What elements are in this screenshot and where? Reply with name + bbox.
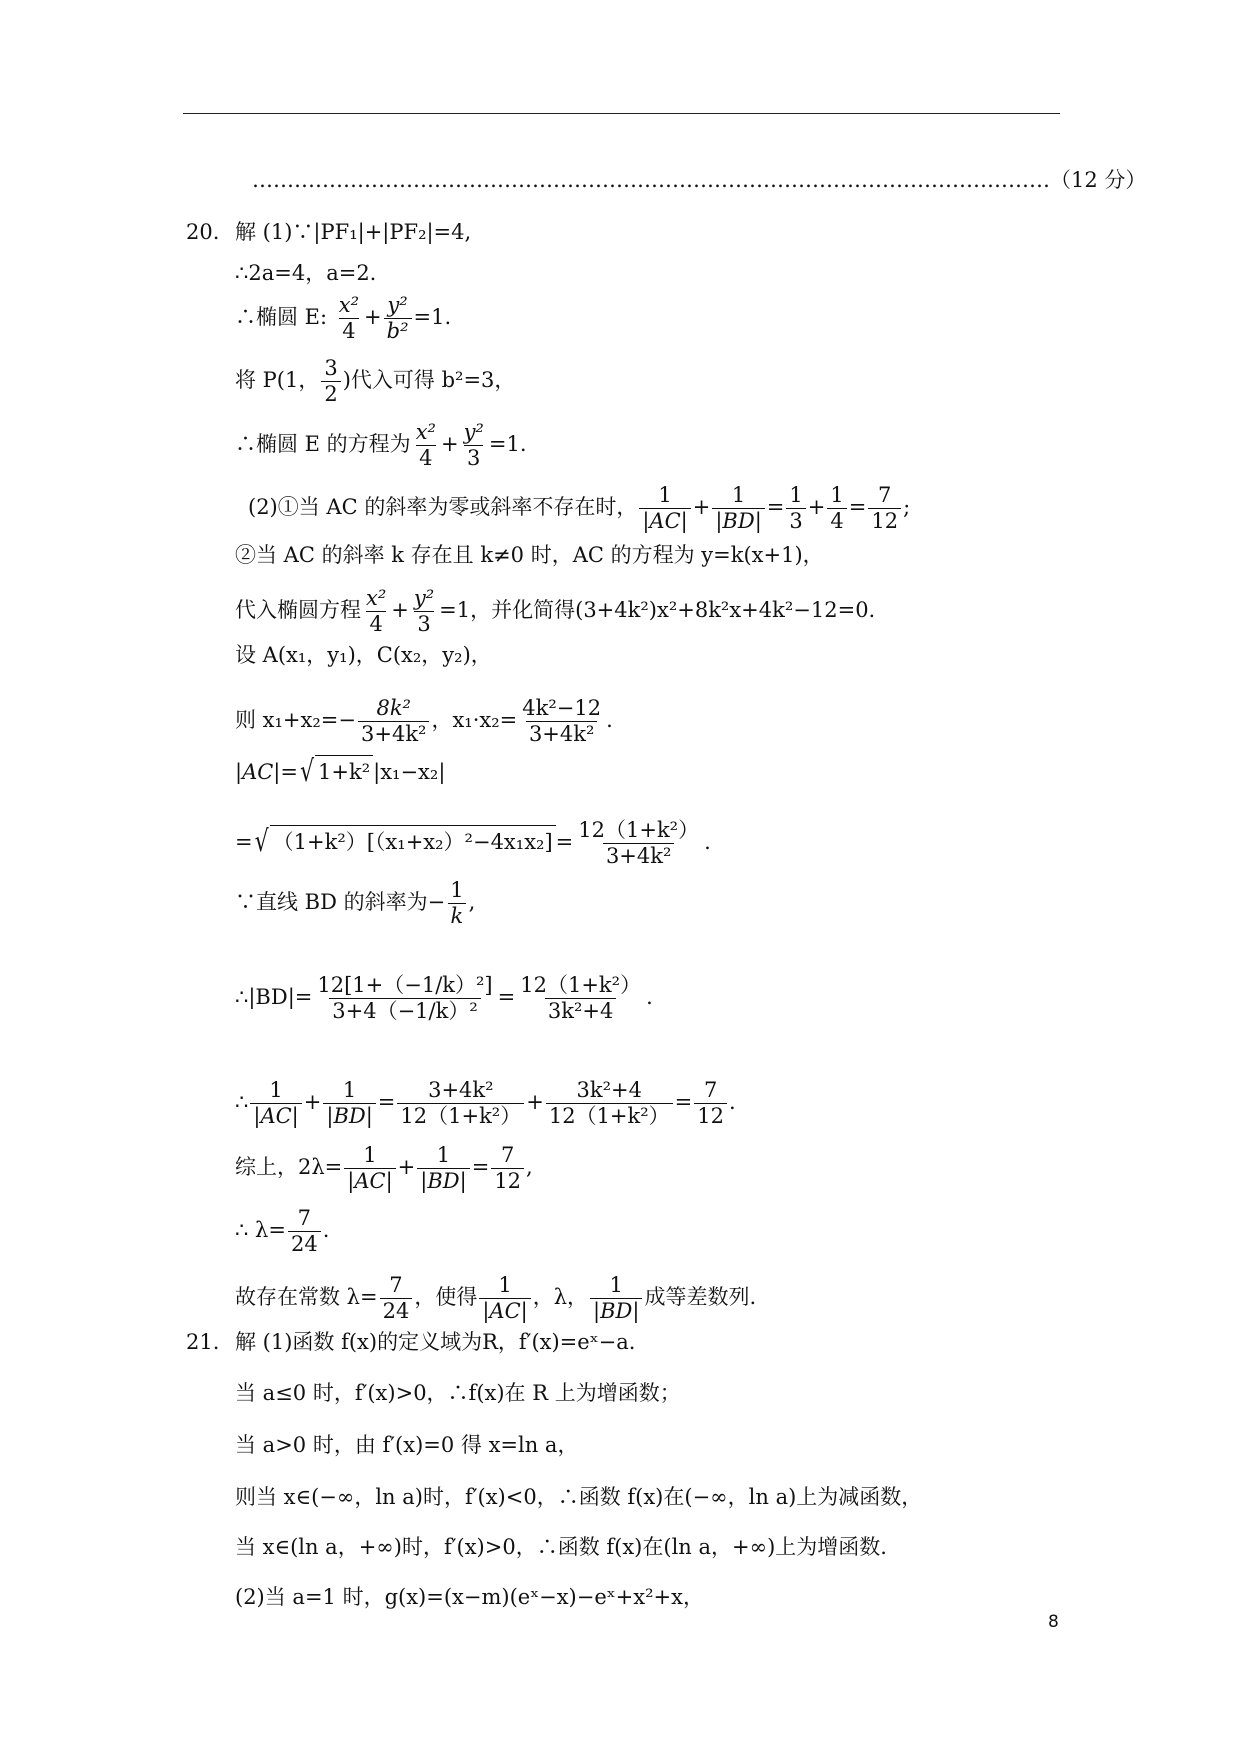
frac-1-bd: $\frac{1}{|BD|}$ xyxy=(712,485,764,532)
frac-1-bd-b: $\frac{1}{|BD|}$ xyxy=(323,1080,375,1127)
sqrt-icon: √ xyxy=(254,825,269,860)
frac-x2-4: $\frac{\text{x²}}{4}$ xyxy=(338,293,360,343)
frac-prod-roots: $\frac{\text{4k²−12}}{\text{3+4k²}}$ xyxy=(522,696,602,746)
q20-line-17: ∴ λ= $\frac{7}{24}$ . xyxy=(235,1206,330,1256)
q21-line-5: 当 x∈(ln a，+∞)时，f′(x)>0，∴函数 f(x)在(ln a，+∞)上为增函数. xyxy=(235,1535,887,1559)
q20-line-16: 综上，2λ= $\frac{1}{|AC|}$ + $\frac{1}{|BD|}$ = $\frac{7}{12}$ , xyxy=(235,1143,533,1193)
q20-line-10: 则 x₁+x₂=− $\frac{\text{8k²}}{\text{3+4k²}}$ ，x₁·x₂= $\frac{\text{4k²−12}}{\text{3+4k²}}$ . xyxy=(235,696,613,746)
q20-line-4: 将 P(1， $\frac{3}{2}$ )代入可得 b²=3， xyxy=(235,356,516,406)
frac-1-4: $\frac{1}{4}$ xyxy=(827,485,846,532)
frac-x2-4b: $\frac{\text{x²}}{4}$ xyxy=(415,420,436,470)
frac-1-bd-c: $\frac{1}{|BD|}$ xyxy=(417,1145,469,1192)
frac-y2-b2: $\frac{\text{y²}}{\text{b²}}$ xyxy=(384,295,412,342)
frac-3-2: $\frac{3}{2}$ xyxy=(321,358,340,405)
q20-line-9: 设 A(x₁，y₁)，C(x₂，y₂)， xyxy=(235,643,492,667)
q20-line-8: 代入椭圆方程 $\frac{\text{x²}}{4}$ + $\frac{\text{y²}}{3}$ =1，并化简得(3+4k²)x²+8k²x+4k²−12=0. xyxy=(235,586,876,636)
q20-line-5: ∴椭圆 E 的方程为 $\frac{\text{x²}}{4}$ + $\frac{\text{y²}}{3}$ =1. xyxy=(235,420,527,470)
header-rule xyxy=(183,113,1060,114)
q20-line-6: (2)①当 AC 的斜率为零或斜率不存在时， $\frac{1}{|AC|}$ + $\frac{1}{|BD|}$ = $\frac{1}{3}$ + $\frac{1}{4}$ = $\frac{7}{12}$ ; xyxy=(248,483,911,533)
q20-number: 20. xyxy=(186,220,220,244)
q20-line-3: ∴椭圆 E: $\frac{\text{x²}}{4}$ + $\frac{\text{y²}}{\text{b²}}$ =1. xyxy=(235,293,452,343)
q21-number: 21. xyxy=(186,1330,220,1354)
q20-line-1: 解 (1)∵|PF₁|+|PF₂|=4, xyxy=(235,220,472,244)
q20-line-13: ∵直线 BD 的斜率为− $\frac{1}{k}$ , xyxy=(235,878,476,928)
frac-7-24-b: $\frac{7}{24}$ xyxy=(380,1275,413,1322)
frac-bd-recip: $\frac{\text{3k²+4}}{\text{12（1+k²）}}$ xyxy=(546,1080,673,1127)
q21-line-1: 解 (1)函数 f(x)的定义域为R，f′(x)=eˣ−a. xyxy=(235,1330,636,1354)
frac-y2-3: $\frac{\text{y²}}{3}$ xyxy=(463,420,484,470)
q20-line-7: ②当 AC 的斜率 k 存在且 k≠0 时，AC 的方程为 y=k(x+1)， xyxy=(235,543,824,567)
q20-line-15: ∴ $\frac{1}{|AC|}$ + $\frac{1}{|BD|}$ = $\frac{\text{3+4k²}}{\text{12（1+k²）}}$ + $\frac{\text{3k²+4}}{\text{12（1+k²）}}$ = $\frac{7}{12}$ . xyxy=(235,1078,736,1128)
q21-line-4: 则当 x∈(−∞，ln a)时，f′(x)<0，∴函数 f(x)在(−∞，ln a)上为减函数， xyxy=(235,1485,923,1509)
q20-line-11: |AC|=√ 1+k² |x₁−x₂| xyxy=(235,755,445,788)
q21-line-6: (2)当 a=1 时，g(x)=(x−m)(eˣ−x)−eˣ+x²+x， xyxy=(235,1585,704,1609)
frac-bd-length: $\frac{\text{12（1+k²）}}{\text{3k²+4}}$ xyxy=(520,973,642,1023)
frac-1-ac-b: $\frac{1}{|AC|}$ xyxy=(250,1080,301,1127)
frac-y2-3b: $\frac{\text{y²}}{3}$ xyxy=(413,586,435,636)
frac-sum-roots: $\frac{\text{8k²}}{\text{3+4k²}}$ xyxy=(358,698,429,745)
frac-x2-4c: $\frac{\text{x²}}{4}$ xyxy=(366,586,387,636)
frac-1-bd-d: $\frac{1}{|BD|}$ xyxy=(590,1275,642,1322)
frac-7-12-c: $\frac{7}{12}$ xyxy=(491,1145,524,1192)
frac-7-24: $\frac{7}{24}$ xyxy=(288,1208,321,1255)
frac-7-12: $\frac{7}{12}$ xyxy=(868,485,901,532)
q20-line-18: 故存在常数 λ= $\frac{7}{24}$ ，使得 $\frac{1}{|AC|}$ ，λ， $\frac{1}{|BD|}$ 成等差数列. xyxy=(235,1273,757,1323)
frac-bd-def: $\frac{\text{12[1+（−1/k）²]}}{\text{3+4（−1/k）²}}$ xyxy=(317,973,493,1023)
q21-line-3: 当 a>0 时，由 f′(x)=0 得 x=ln a， xyxy=(235,1433,579,1457)
sqrt-icon: √ xyxy=(299,755,315,790)
frac-1-3: $\frac{1}{3}$ xyxy=(786,485,805,532)
q20-line-2: ∴2a=4，a=2. xyxy=(235,261,377,285)
q20-line-12: =√ （1+k²）[（x₁+x₂）²−4x₁x₂] = $\frac{\text{12（1+k²）}}{\text{3+4k²}}$ . xyxy=(235,818,711,868)
q20-line-14: ∴|BD|= $\frac{\text{12[1+（−1/k）²]}}{\text{3+4（−1/k）²}}$ = $\frac{\text{12（1+k²）}}{\text{3k²+4}}$ . xyxy=(235,973,653,1023)
frac-ac-length: $\frac{\text{12（1+k²）}}{\text{3+4k²}}$ xyxy=(578,818,700,868)
frac-1-ac-d: $\frac{1}{|AC|}$ xyxy=(479,1275,530,1322)
frac-1-ac-c: $\frac{1}{|AC|}$ xyxy=(344,1145,395,1192)
q20-line-3-text: ∴椭圆 E: xyxy=(235,305,334,329)
frac-1-k: $\frac{1}{k}$ xyxy=(447,880,466,927)
score-line: ……………………………………………………………………………………………………（12 分） xyxy=(252,168,1147,192)
frac-ac-recip: $\frac{\text{3+4k²}}{\text{12（1+k²）}}$ xyxy=(397,1080,524,1127)
frac-1-ac: $\frac{1}{|AC|}$ xyxy=(639,485,690,532)
q21-line-2: 当 a≤0 时，f′(x)>0，∴f(x)在 R 上为增函数； xyxy=(235,1381,681,1405)
page-number: 8 xyxy=(1048,1612,1059,1632)
frac-7-12-b: $\frac{7}{12}$ xyxy=(694,1080,727,1127)
